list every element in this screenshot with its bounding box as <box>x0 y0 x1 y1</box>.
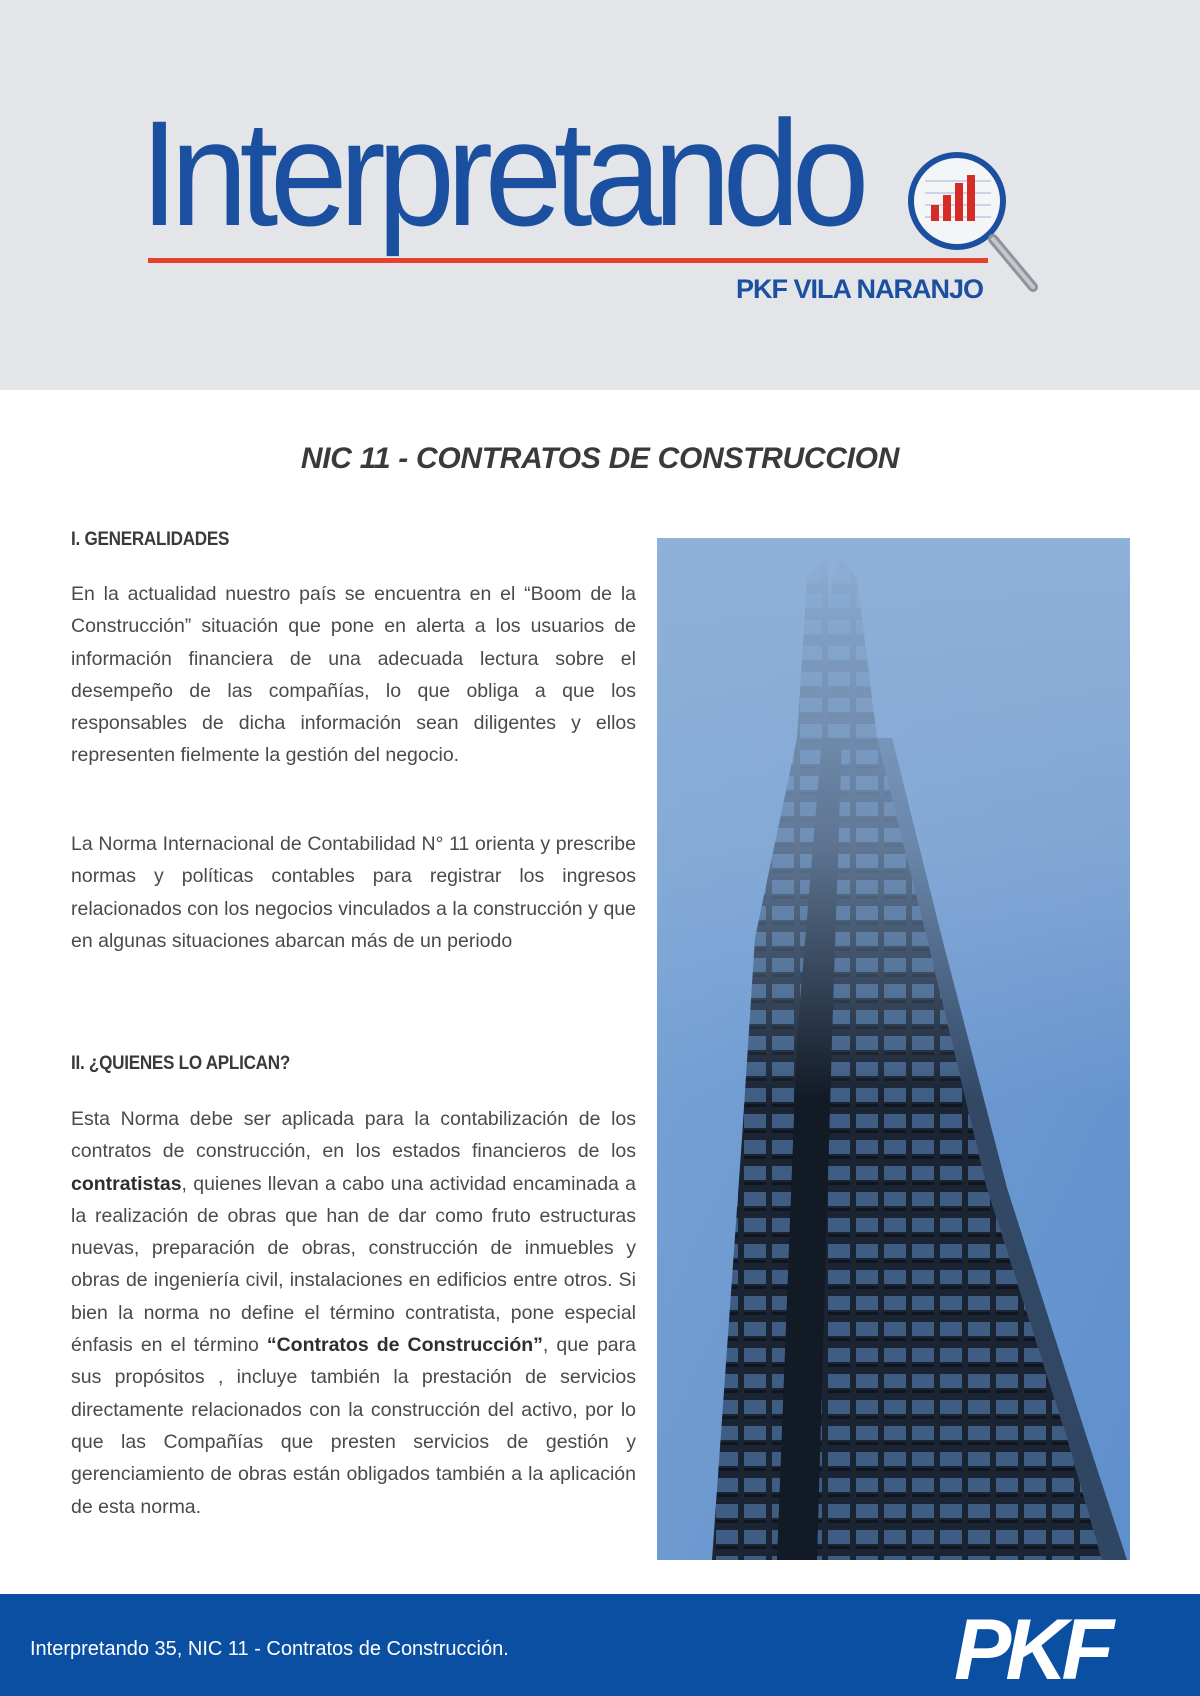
section-heading: I. GENERALIDADES <box>71 529 230 550</box>
section-heading: II. ¿QUIENES LO APLICAN? <box>71 1053 290 1074</box>
logo-subtitle: PKF VILA NARANJO <box>736 274 984 304</box>
paragraph-text: Esta Norma debe ser aplicada para la contabilización de los contratos de construcción, en los estados financieros de los <box>71 1108 636 1163</box>
footer-caption: Interpretando 35, NIC 11 - Contratos de Construcción. <box>30 1638 509 1660</box>
paragraph: La Norma Internacional de Contabilidad N° 11 orienta y prescribe normas y políticas contables para registrar los ingresos relacionados con los negocios vinculados a la construcción y que en algunas situaciones abarcan más de un periodo <box>71 833 636 952</box>
section-1-body-2 <box>71 828 636 957</box>
section-2-body <box>71 1103 636 1523</box>
section-1 <box>71 529 636 551</box>
document-title: NIC 11 - CONTRATOS DE CONSTRUCCION <box>300 442 900 475</box>
paragraph <box>71 1103 636 1523</box>
paragraph-text: , que para sus propósitos , incluye también la prestación de servicios directamente relacionados con la construcción del activo, por lo que las Compañías que presten servicios de gestión y gerenciamiento de obras están obligados también a la aplicación de esta norma. <box>71 1334 636 1518</box>
paragraph: En la actualidad nuestro país se encuentra en el “Boom de la Construcción” situación que pone en alerta a los usuarios de información financiera de una adecuada lectura sobre el desempeño de las compañías, lo que obliga a que los responsables de dicha información sean diligentes y ellos representen fielmente la gestión del negocio. <box>71 583 636 767</box>
paragraph-text: , quienes llevan a cabo una actividad encaminada a la realización de obras que han de dar como fruto estructuras nuevas, preparación de obras, construcción de inmuebles y obras de ingeniería civil, instalaciones en edificios entre otros. Si bien la norma no define el término contratista, pone especial énfasis en el término <box>71 1172 636 1357</box>
bold-term-contratistas: contratistas <box>71 1172 182 1195</box>
logo-wordmark: Interpretando <box>140 89 862 257</box>
tower-photo <box>657 538 1130 1560</box>
pkf-logo <box>952 1603 1130 1685</box>
section-2 <box>71 1053 636 1075</box>
logo-underline <box>148 258 988 263</box>
section-1-body <box>71 578 636 772</box>
magnifier-chart-icon <box>905 143 1045 303</box>
bold-term-contratos: “Contratos de Construcción” <box>266 1334 543 1357</box>
pkf-brand-text: PKF <box>954 1603 1108 1685</box>
